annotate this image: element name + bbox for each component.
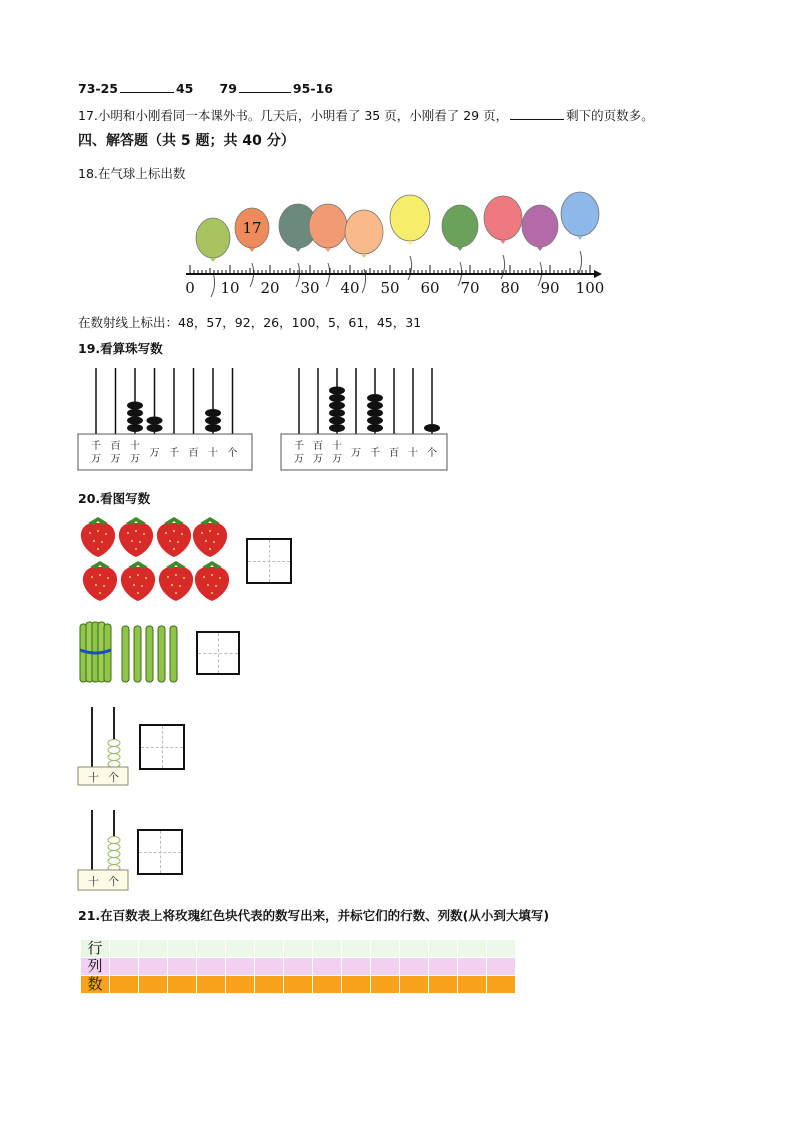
strawberry-icon: [159, 561, 193, 601]
answer-box-strawberries[interactable]: [246, 538, 292, 584]
row-line: [81, 940, 516, 958]
stick-icon: [146, 626, 153, 682]
tick-label: 0: [185, 279, 195, 297]
balloon-icon: [484, 196, 522, 279]
place-label: 千: [370, 448, 380, 459]
tick-label: 30: [300, 279, 320, 297]
sticks-image: [76, 620, 186, 686]
answer-box-abacus-1[interactable]: [139, 724, 185, 770]
bead: [127, 402, 143, 410]
strawberry-icon: [119, 517, 153, 557]
stick-icon: [134, 626, 141, 682]
bead: [205, 409, 221, 417]
ones-label: 个: [108, 875, 119, 888]
bead: [329, 402, 345, 410]
bead: [127, 417, 143, 425]
place-label: 百: [110, 441, 121, 452]
row-label-shu: 数: [81, 976, 110, 994]
place-label: 万: [332, 454, 342, 465]
place-label: 十: [332, 441, 342, 452]
q17-text-end: 剩下的页数多。: [566, 108, 654, 123]
hundred-chart-answer-table: [80, 939, 516, 994]
val1: 45: [175, 81, 194, 96]
section-title: 四、解答题（共 5 题；共 40 分）: [78, 133, 295, 149]
expr2: 79: [219, 81, 237, 96]
answer-box-sticks[interactable]: [196, 631, 240, 675]
row-label-lie: 列: [81, 958, 110, 976]
bead: [329, 387, 345, 395]
question-19-title: 19.看算珠写数: [78, 341, 163, 356]
small-abacus-1: [76, 705, 132, 787]
column-line: [81, 958, 516, 976]
question-18-instruction: 在数射线上标出：48，57，92，26，100，5，61，45，31: [78, 315, 422, 330]
place-label: 十: [408, 448, 418, 459]
stick-icon: [158, 626, 165, 682]
place-label: 万: [130, 454, 140, 465]
small-abacus-2: [76, 808, 132, 892]
place-label: 千: [169, 448, 179, 459]
bead: [424, 424, 440, 432]
abacus-frame: [281, 434, 447, 470]
tick-label: 20: [260, 279, 280, 297]
bead: [329, 409, 345, 417]
question-21-title: 21.在百数表上将玫瑰红色块代表的数写出来，并标它们的行数、列数(从小到大填写): [78, 908, 550, 923]
tick-label: 100: [575, 279, 605, 297]
strawberry-icon: [195, 561, 229, 601]
bead: [205, 417, 221, 425]
question-17: [78, 106, 654, 124]
bead: [329, 394, 345, 402]
place-label: 百: [188, 448, 199, 459]
answer-box-abacus-2[interactable]: [137, 829, 183, 875]
bead: [367, 409, 383, 417]
place-label: 万: [91, 454, 101, 465]
bead: [127, 409, 143, 417]
tick-label: 40: [340, 279, 360, 297]
answer-blank[interactable]: [510, 109, 564, 120]
row-label-hang: 行: [81, 940, 110, 958]
arrow-icon: [594, 270, 602, 278]
number-line-row: [81, 976, 516, 994]
place-label: 十: [130, 441, 140, 452]
place-label: 万: [110, 454, 121, 465]
strawberry-icon: [121, 561, 155, 601]
place-label: 千: [294, 441, 304, 452]
abacus-pair: [76, 366, 456, 474]
abacus-frame: [78, 434, 252, 470]
answer-blank[interactable]: [120, 82, 174, 93]
place-label: 万: [294, 454, 304, 465]
place-label: 万: [313, 454, 323, 465]
place-label: 万: [149, 448, 160, 459]
answer-blank[interactable]: [239, 82, 291, 93]
balloon-icon: [390, 195, 430, 280]
place-label: 百: [313, 441, 323, 452]
strawberries-image: [80, 515, 230, 603]
strawberry-icon: [81, 517, 115, 557]
comparison-line: [78, 81, 333, 96]
tick-label: 70: [460, 279, 480, 297]
place-label: 万: [351, 448, 361, 459]
stick-bundle-icon: [80, 622, 111, 682]
question-18-title: 18.在气球上标出数: [78, 166, 186, 181]
tick-label: 90: [540, 279, 560, 297]
bead: [329, 424, 345, 432]
bead: [367, 402, 383, 410]
strawberry-icon: [157, 517, 191, 557]
tick-label: 50: [380, 279, 400, 297]
tick-label: 10: [220, 279, 240, 297]
tens-label: 十: [88, 875, 99, 888]
place-label: 个: [227, 448, 238, 459]
tick-label: 80: [500, 279, 520, 297]
place-label: 百: [389, 448, 399, 459]
balloon-icon: [561, 192, 599, 275]
bead: [329, 417, 345, 425]
abacus-2: [281, 368, 447, 470]
bead: [147, 424, 163, 432]
tick-label: 60: [420, 279, 440, 297]
place-label: 十: [208, 448, 218, 459]
q17-text: 17.小明和小刚看同一本课外书。几天后，小明看了 35 页，小刚看了 29 页，: [78, 108, 509, 123]
strawberry-icon: [83, 561, 117, 601]
stick-icon: [170, 626, 177, 682]
place-label: 千: [91, 441, 101, 452]
bead: [147, 417, 163, 425]
balloon-label: 17: [242, 219, 262, 237]
abacus-1: [78, 368, 252, 470]
place-label: 个: [427, 448, 437, 459]
tens-label: 十: [88, 771, 99, 784]
question-20-title: 20.看图写数: [78, 491, 151, 506]
bead: [127, 424, 143, 432]
stick-icon: [122, 626, 129, 682]
expr1: 73-25: [78, 81, 118, 96]
bead: [367, 417, 383, 425]
bead: [367, 394, 383, 402]
ones-label: 个: [108, 771, 119, 784]
bead: [367, 424, 383, 432]
bead: [205, 424, 221, 432]
strawberry-icon: [193, 517, 227, 557]
balloon-number-line: [180, 190, 610, 300]
val2: 95-16: [292, 81, 333, 96]
